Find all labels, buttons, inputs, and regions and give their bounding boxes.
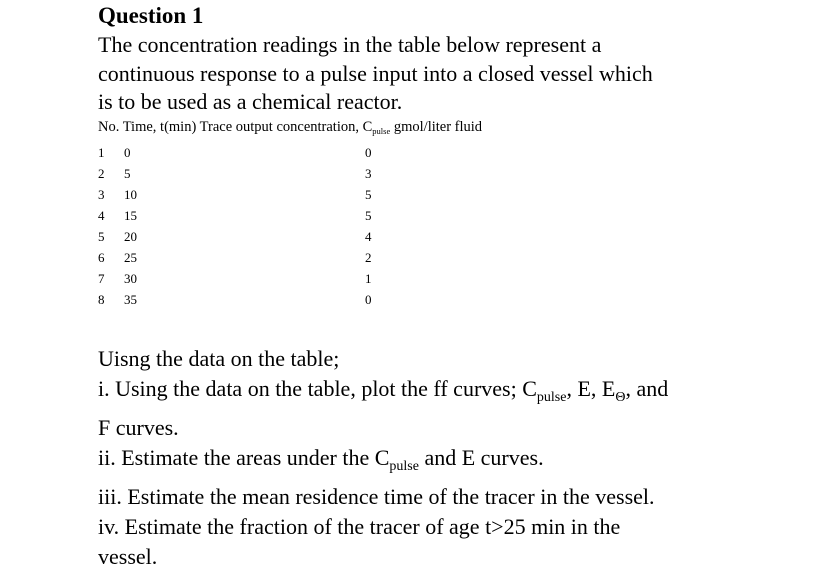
- task-i-text-3: , and: [625, 376, 669, 401]
- row-time: 15: [124, 208, 137, 223]
- row-time: 10: [124, 187, 137, 202]
- row-concentration: 1: [365, 271, 372, 286]
- intro-line: is to be used as a chemical reactor.: [98, 89, 403, 114]
- table-row: [98, 145, 398, 165]
- task-i-text: i. Using the data on the table, plot the ff curves; C: [98, 376, 537, 401]
- table-header: [98, 118, 482, 140]
- row-number: 7: [98, 271, 105, 286]
- table-header-text: No. Time, t(min) Trace output concentration, C: [98, 119, 373, 135]
- row-concentration: 2: [365, 250, 372, 265]
- intro-line: The concentration readings in the table below represent a: [98, 32, 602, 57]
- table-header-units: gmol/liter fluid: [390, 119, 483, 135]
- table-row: [98, 229, 398, 249]
- row-concentration: 0: [365, 145, 372, 160]
- task-i-text-2: , E, E: [566, 376, 616, 401]
- table-header-subscript: pulse: [372, 126, 391, 136]
- question-intro: [98, 31, 798, 117]
- row-number: 3: [98, 187, 105, 202]
- row-concentration: 4: [365, 229, 372, 244]
- task-i-subscript: pulse: [536, 390, 567, 405]
- task-ii-subscript: pulse: [389, 459, 419, 474]
- task-ii-text: ii. Estimate the areas under the C: [98, 445, 390, 470]
- table-row: [98, 166, 398, 186]
- row-number: 6: [98, 250, 105, 265]
- row-time: 25: [124, 250, 137, 265]
- row-number: 8: [98, 292, 105, 307]
- row-time: 20: [124, 229, 137, 244]
- table-row: [98, 187, 398, 207]
- task-iv-continued: vessel.: [98, 544, 158, 569]
- row-time: 35: [124, 292, 137, 307]
- task-iv: iv. Estimate the fraction of the tracer of age t>25 min in the: [98, 514, 621, 539]
- table-row: [98, 292, 398, 312]
- row-time: 30: [124, 271, 137, 286]
- task-list: [98, 344, 818, 572]
- row-number: 5: [98, 229, 105, 244]
- row-number: 4: [98, 208, 105, 223]
- intro-line: continuous response to a pulse input into a closed vessel which: [98, 60, 653, 86]
- row-concentration: 3: [365, 166, 372, 181]
- task-ii-text-2: and E curves.: [418, 445, 544, 470]
- task-i-continued: F curves.: [98, 415, 179, 440]
- task-iii: iii. Estimate the mean residence time of the tracer in the vessel.: [98, 484, 655, 509]
- table-row: [98, 208, 398, 228]
- table-row: [98, 250, 398, 270]
- task-i: [98, 374, 818, 413]
- row-time: 5: [124, 166, 131, 181]
- table-row: [98, 271, 398, 291]
- question-title: Question 1: [98, 3, 204, 28]
- row-time: 0: [124, 145, 131, 160]
- row-concentration: 0: [365, 292, 372, 307]
- task-i-theta-subscript: Θ: [615, 390, 626, 405]
- row-concentration: 5: [365, 208, 372, 223]
- row-number: 1: [98, 145, 105, 160]
- row-number: 2: [98, 166, 105, 181]
- task-lead: Uisng the data on the table;: [98, 346, 340, 371]
- task-ii: [98, 443, 818, 482]
- row-concentration: 5: [365, 187, 372, 202]
